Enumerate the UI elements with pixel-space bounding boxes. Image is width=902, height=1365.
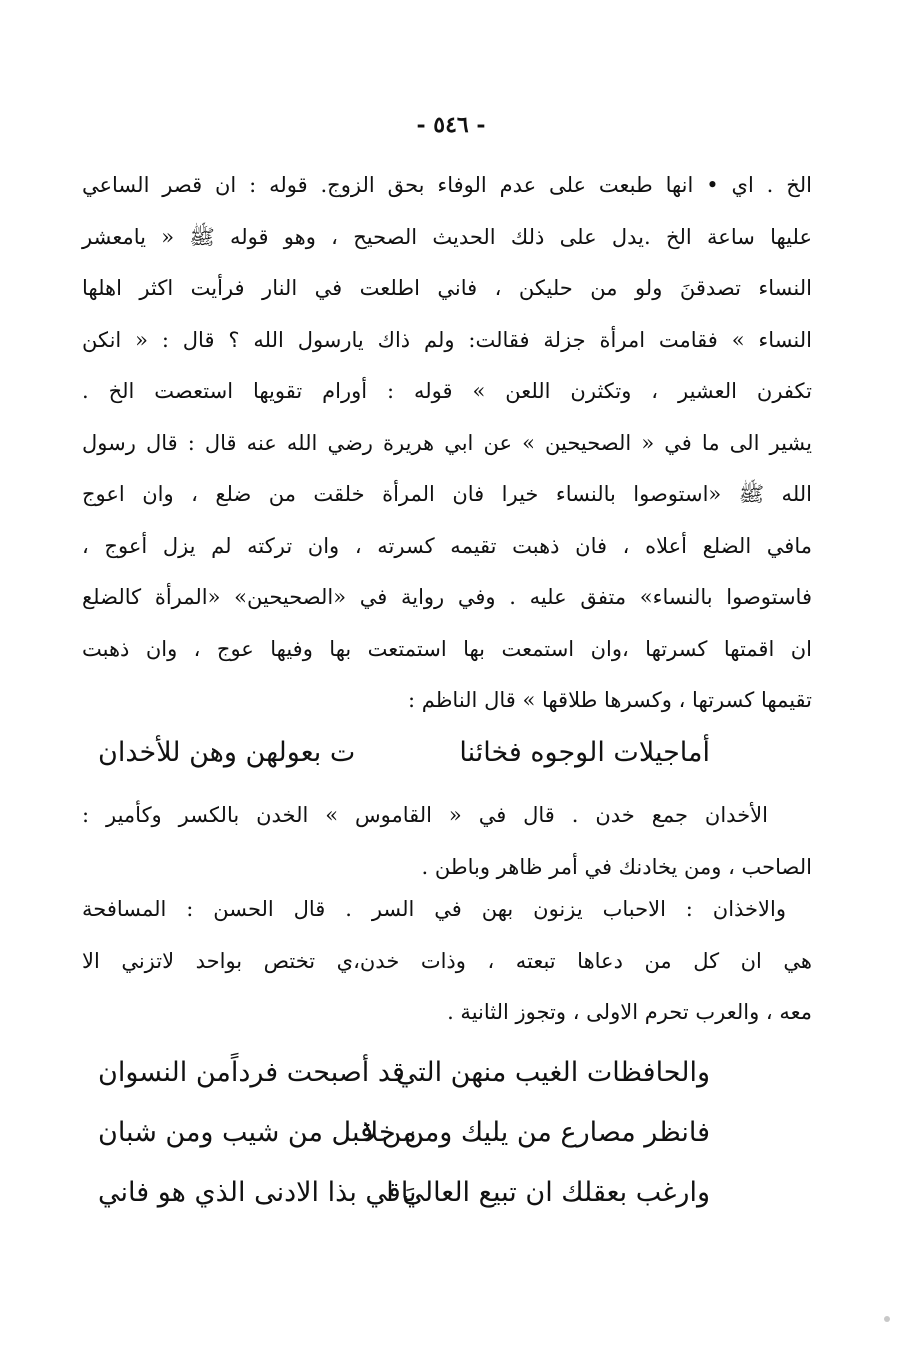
commentary-block-2	[82, 790, 812, 893]
text-line: تكفرن العشير ، وتكثرن اللعن » قوله : أورام تقويها استعصت الخ .	[82, 379, 812, 403]
text-line: النساء تصدقنَ ولو من حليكن ، فاني اطلعت في النار فرأيت اكثر اهلها	[82, 276, 812, 300]
text-line: هي ان كل من دعاها تبعته ، وذات خدن،ي تختص بواحد لاتزني الا	[82, 948, 812, 973]
verse-second-hemistich: باقي بذا الادنى الذي هو فاني	[98, 1177, 417, 1208]
text-line: تقيمها كسرتها ، وكسرها طلاقها » قال الناظم :	[407, 688, 812, 712]
verse-second-hemistich: قد أصبحت فرداًمن النسوان	[98, 1057, 405, 1088]
text-line: فاستوصوا بالنساء» متفق عليه . وفي رواية في «الصحيحين» «المرأة كالضلع	[82, 585, 812, 609]
verse-line	[98, 1168, 710, 1218]
verse-second-hemistich: من قبل من شيب ومن شبان	[98, 1117, 417, 1148]
verse-first-hemistich: فانظر مصارع من يليك ومن خلا	[362, 1117, 710, 1148]
verse-first-hemistich: والحافظات الغيب منهن التي	[395, 1057, 710, 1088]
text-line: عليها ساعة الخ .يدل على ذلك الحديث الصحيح ، وهو قوله ﷺ « يامعشر	[82, 224, 812, 249]
scan-speck	[884, 1316, 890, 1322]
text-line: الأخدان جمع خدن . قال في « القاموس » الخدن بالكسر وكأمير :	[82, 803, 768, 827]
verse-line	[98, 1048, 710, 1098]
text-line: النساء » فقامت امرأة جزلة فقالت: ولم ذاك يارسول الله ؟ قال : « انكن	[82, 327, 812, 352]
text-line: معه ، والعرب تحرم الاولى ، وتجوز الثانية .	[447, 1000, 812, 1024]
text-line: الصاحب ، ومن يخادنك في أمر ظاهر وباطن .	[421, 854, 812, 879]
text-line: مافي الضلع أعلاه ، فان ذهبت تقيمه كسرته ، وان تركته لم يزل أعوج ،	[82, 533, 812, 558]
verse-first-hemistich: أماجيلات الوجوه فخائنا	[459, 737, 710, 768]
text-line: والاخذان : الاحباب يزنون بهن في السر . قال الحسن : المسافحة	[82, 897, 786, 921]
verse-line	[98, 728, 710, 778]
verse-line	[98, 1108, 710, 1158]
verse-second-hemistich: ت بعولهن وهن للأخدان	[98, 737, 356, 768]
commentary-block-1	[82, 160, 812, 727]
page-number: - ٥٤٦ -	[416, 112, 486, 138]
text-line: يشير الى ما في « الصحيحين » عن ابي هريرة رضي الله عنه قال : قال رسول	[82, 430, 812, 455]
text-line: ان اقمتها كسرتها ،وان استمعت بها استمتعت بها وفيها عوج ، وان ذهبت	[82, 636, 812, 661]
verse-first-hemistich: وارغب بعقلك ان تبيع العاليَ ا	[386, 1177, 710, 1208]
text-line: الخ . اي • انها طبعت على عدم الوفاء بحق الزوج. قوله : ان قصر الساعي	[82, 173, 812, 197]
text-line: الله ﷺ «استوصوا بالنساء خيرا فان المرأة خلقت من ضلع ، وان اعوج	[82, 482, 812, 506]
commentary-block-3	[82, 884, 812, 1039]
